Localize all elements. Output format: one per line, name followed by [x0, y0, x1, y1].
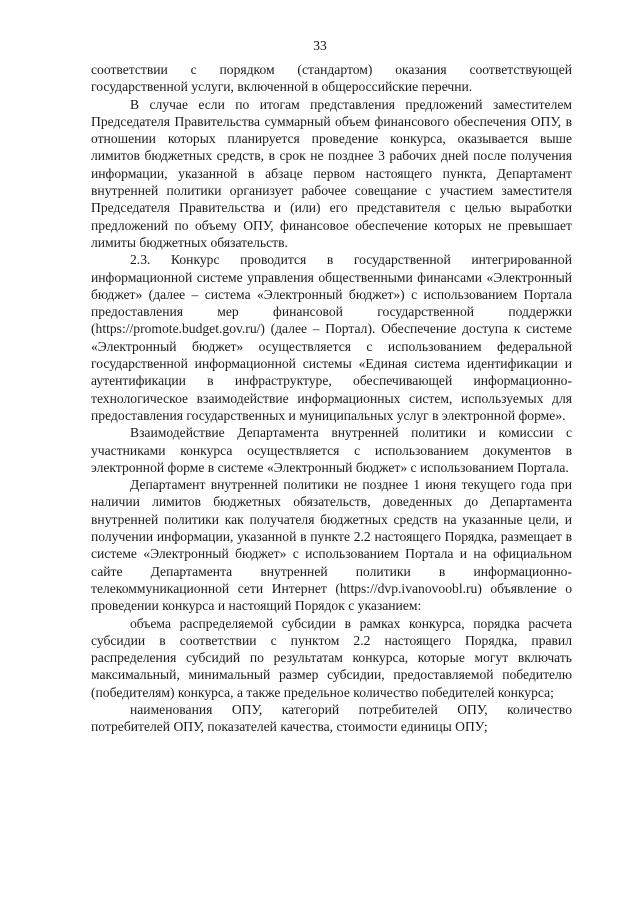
- document-body: [91, 61, 572, 736]
- paragraph-continuation: соответствии с порядком (стандартом) оказания соответствующей государственной услуги, включенной в общероссийские перечни.: [91, 62, 572, 95]
- paragraph-section-2-3: 2.3. Конкурс проводится в государственной интегрированной информационной системе управления общественными финансами «Электронный бюджет» (далее – система «Электронный бюджет») с использованием Портала предоставления мер финансовой государственной поддержки (https://promote.budget.gov.ru/) (далее – Портал). Обеспечение доступа к системе «Электронный бюджет» осуществляется с использованием федеральной государственной информационной системы «Единая система идентификации и аутентификации в инфраструктуре, обеспечивающей информационно-технологическое взаимодействие информационных систем, используемых для предоставления государственных и муниципальных услуг в электронной форме».: [91, 252, 572, 423]
- paragraph-interaction: Взаимодействие Департамента внутренней политики и комиссии с участниками конкурса осуществляется с использованием документов в электронной форме в системе «Электронный бюджет» с использованием Портала.: [91, 425, 572, 475]
- page-number: 33: [313, 38, 327, 53]
- paragraph-opu-names: наименования ОПУ, категорий потребителей ОПУ, количество потребителей ОПУ, показателей качества, стоимости единицы ОПУ;: [91, 701, 572, 735]
- paragraph-announcement: Департамент внутренней политики не позднее 1 июня текущего года при наличии лимитов бюджетных обязательств, доведенных до Департамента внутренней политики как получателя бюджетных средств на указанные цели, и получении информации, указанной в пункте 2.2 настоящего Порядка, размещает в системе «Электронный бюджет» с использованием Портала и на официальном сайте Департамента внутренней политики в информационно-телекоммуникационной сети Интернет (https://dvp.ivanovoobl.ru) объявление о проведении конкурса и настоящий Порядок с указанием:: [91, 477, 572, 614]
- paragraph-subsidy-volume: объема распределяемой субсидии в рамках конкурса, порядка расчета субсидии в соответствии с пунктом 2.2 настоящего Порядка, правил распределения субсидий по результатам конкурса, которые могут включать максимальный, минимальный размер субсидии, предоставляемой победителю (победителям) конкурса, а также предельное количество победителей конкурса;: [91, 615, 572, 700]
- paragraph-budget-limits: В случае если по итогам представления предложений заместителем Председателя Правительства суммарный объем финансового обеспечения ОПУ, в отношении которых планируется проведение конкурса, оказывается выше лимитов бюджетных средств, в срок не позднее 3 рабочих дней после получения информации, указанной в абзаце первом настоящего пункта, Департамент внутренней политики организует рабочее совещание с участием заместителя Председателя Правительства и (или) его представителя с целью выработки предложений по объему ОПУ, финансовое обеспечение которых не превышает лимиты бюджетных обязательств.: [91, 96, 572, 250]
